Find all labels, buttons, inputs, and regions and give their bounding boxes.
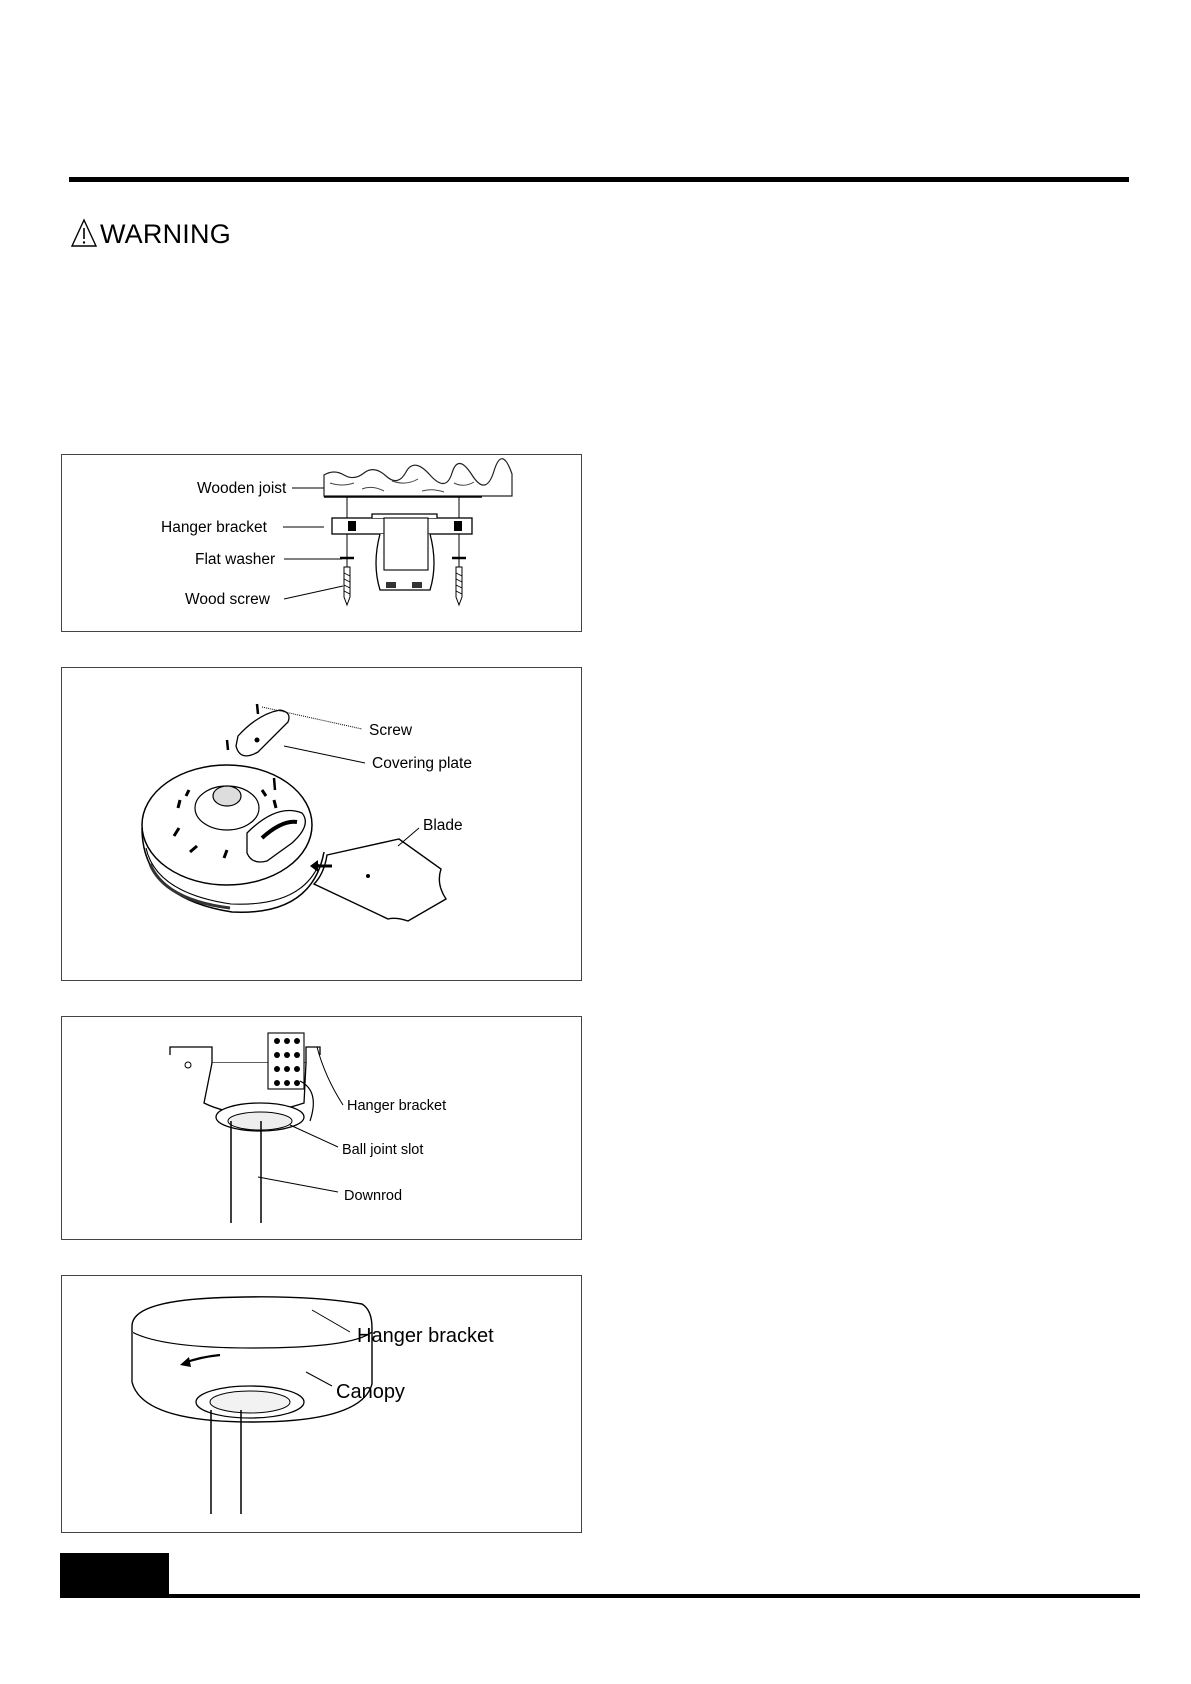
- covering-plate-shape: [236, 710, 289, 756]
- figure-hanger-bracket-mounting: [61, 454, 582, 632]
- screw-left: [227, 740, 228, 750]
- label-ball-joint-slot: Ball joint slot: [342, 1142, 424, 1158]
- figure-2-drawing: [62, 668, 583, 982]
- page-number-block: [60, 1553, 169, 1597]
- leader-ball-joint-slot: [290, 1125, 338, 1147]
- screw-mid: [274, 778, 275, 790]
- bracket-tab-right: [412, 582, 422, 588]
- canopy-opening-inner: [210, 1391, 290, 1413]
- warning-title: WARNING: [100, 219, 231, 249]
- figure-blade-attachment: [61, 667, 582, 981]
- bottom-rule: [60, 1594, 1140, 1598]
- label-covering-plate: Covering plate: [372, 755, 472, 772]
- warning-triangle-icon: [70, 218, 98, 248]
- leader-downrod: [258, 1177, 338, 1192]
- insert-arrow-head: [310, 860, 318, 872]
- top-rule: [69, 177, 1129, 182]
- bracket-hole: [185, 1062, 191, 1068]
- leader-covering-plate: [284, 746, 365, 763]
- label-hanger-bracket: Hanger bracket: [347, 1098, 447, 1114]
- bracket-slot-right: [454, 521, 462, 531]
- label-hanger-bracket: Hanger bracket: [161, 519, 267, 536]
- figure-canopy-installation: [61, 1275, 582, 1533]
- terminal-block: [268, 1033, 304, 1089]
- leader-blade: [398, 828, 419, 846]
- label-downrod: Downrod: [344, 1188, 403, 1204]
- blade-shape: [314, 839, 446, 921]
- label-screw: Screw: [369, 722, 413, 739]
- label-blade: Blade: [423, 817, 463, 834]
- wood-screw-left: [344, 567, 350, 605]
- warning-heading: [70, 218, 231, 248]
- figure-1-drawing: [62, 455, 583, 633]
- blade-hole: [366, 874, 370, 878]
- label-canopy: Canopy: [336, 1381, 405, 1403]
- ball-joint-slot-ring: [228, 1112, 292, 1130]
- figure-3-drawing: [62, 1017, 583, 1241]
- figure-downrod-ball-joint: [61, 1016, 582, 1240]
- bracket-slot-left: [348, 521, 356, 531]
- figure-4-drawing: [62, 1276, 583, 1534]
- screw-top: [257, 704, 258, 714]
- wooden-joist: [324, 459, 512, 496]
- label-hanger-bracket: Hanger bracket: [357, 1325, 494, 1347]
- bracket-tab-left: [386, 582, 396, 588]
- label-wooden-joist: Wooden joist: [197, 480, 287, 497]
- leader-hanger-bracket: [317, 1047, 343, 1105]
- bracket-cup: [384, 518, 428, 570]
- wood-screw-right: [456, 567, 462, 605]
- label-flat-washer: Flat washer: [195, 551, 276, 568]
- leader-wood-screw: [284, 586, 343, 599]
- label-wood-screw: Wood screw: [185, 591, 270, 608]
- motor-shaft: [213, 786, 241, 806]
- covering-plate-hole: [255, 738, 260, 743]
